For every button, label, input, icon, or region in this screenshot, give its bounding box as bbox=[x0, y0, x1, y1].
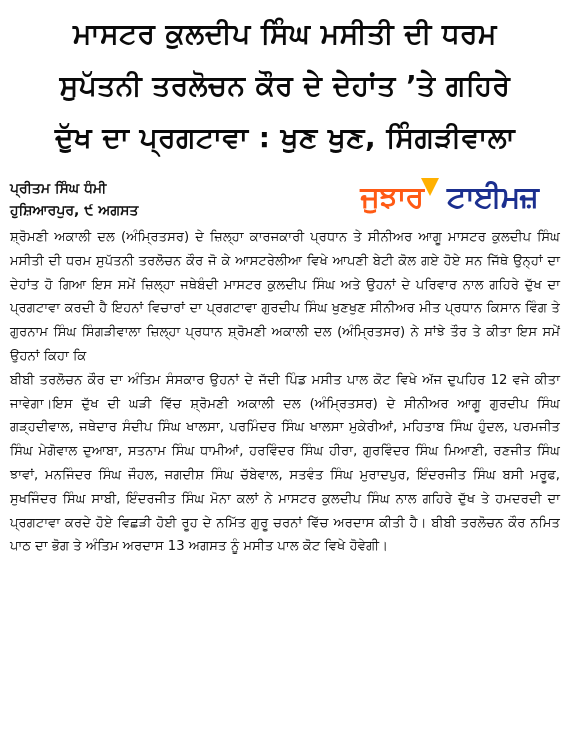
publication-logo bbox=[360, 174, 538, 220]
article-paragraph-2: ਬੀਬੀ ਤਰਲੋਚਨ ਕੌਰ ਦਾ ਅੰਤਿਮ ਸੰਸਕਾਰ ਉਹਨਾਂ ਦੇ ਜੱਦੀ ਪਿੰਡ ਮਸੀਤ ਪਾਲ ਕੋਟ ਵਿਖੇ ਅੱਜ ਦੁਪਹਿਰ 12 ਵਜੇ ਕੀਤਾ ਜਾਵੇਗਾ।ਇਸ ਦੁੱਖ ਦੀ ਘੜੀ ਵਿੱਚ ਸ਼੍ਰੋਮਣੀ ਅਕਾਲੀ ਦਲ (ਅੰਮ੍ਰਿਤਸਰ) ਦੇ ਸੀਨੀਅਰ ਆਗੂ ਗੁਰਦੀਪ ਸਿੰਘ ਗੜ੍ਹਦੀਵਾਲ, ਜਥੇਦਾਰ ਸੰਦੀਪ ਸਿੰਘ ਖਾਲਸਾ, ਪਰਮਿੰਦਰ ਸਿੰਘ ਖਾਲਸਾ ਮੁਕੇਰੀਆਂ, ਮਹਿਤਾਬ ਸਿੰਘ ਹੁੰਦਲ, ਪਰਮਜੀਤ ਸਿੰਘ ਮੇਗੋਵਾਲ ਦੁਆਬਾ, ਸਤਨਾਮ ਸਿੰਘ ਧਾਮੀਆਂ, ਹਰਵਿੰਦਰ ਸਿੰਘ ਹੀਰਾ, ਗੁਰਵਿੰਦਰ ਸਿੰਘ ਮਿਆਣੀ, ਰਣਜੀਤ ਸਿੰਘ ਝਾਵਾਂ, ਮਨਜਿੰਦਰ ਸਿੰਘ ਜੌਹਲ, ਜਗਦੀਸ਼ ਸਿੰਘ ਚੱਬੇਵਾਲ, ਸਤਵੰਤ ਸਿੰਘ ਮੁਰਾਦਪੁਰ, ਇੰਦਰਜੀਤ ਸਿੰਘ ਬਸੀ ਮਰੂਫ, ਸੁਖਜਿੰਦਰ ਸਿੰਘ ਸਾਬੀ, ਇੰਦਰਜੀਤ ਸਿੰਘ ਮੋਨਾ ਕਲਾਂ ਨੇ ਮਾਸਟਰ ਕੁਲਦੀਪ ਸਿੰਘ ਨਾਲ ਗਹਿਰੇ ਦੁੱਖ ਤੇ ਹਮਦਰਦੀ ਦਾ ਪ੍ਰਗਟਾਵਾ ਕਰਦੇ ਹੋਏ ਵਿਛੜੀ ਹੋਈ ਰੂਹ ਦੇ ਨਮਿੱਤ ਗੁਰੂ ਚਰਨਾਂ ਵਿੱਚ ਅਰਦਾਸ ਕੀਤੀ ਹੈ। ਬੀਬੀ ਤਰਲੋਚਨ ਕੌਰ ਨਮਿਤ ਪਾਠ ਦਾ ਭੋਗ ਤੇ ਅੰਤਿਮ ਅਰਦਾਸ 13 ਅਗਸਤ ਨੂੰ ਮਸੀਤ ਪਾਲ ਕੋਟ ਵਿਖੇ ਹੋਵੇਗੀ। bbox=[10, 372, 560, 555]
headline-block bbox=[10, 6, 560, 174]
headline-line-2: ਸੁਪੱਤਨੀ ਤਰਲੋਚਨ ਕੌਰ ਦੇ ਦੇਹਾਂਤ ’ਤੇ ਗਹਿਰੇ bbox=[59, 69, 511, 102]
logo-part-1: ਜੁਝਾਰ bbox=[360, 179, 424, 215]
dateline: ਹੁਸ਼ਿਆਰਪੁਰ, ੯ ਅਗਸਤ bbox=[10, 203, 139, 219]
article-body bbox=[10, 226, 560, 559]
logo-part-2: ਟਾਈਮਜ਼ bbox=[447, 179, 538, 215]
byline bbox=[10, 178, 138, 222]
headline-line-1: ਮਾਸਟਰ ਕੁਲਦੀਪ ਸਿੰਘ ਮਸੀਤੀ ਦੀ ਧਰਮ bbox=[73, 17, 497, 50]
headline-line-3: ਦੁੱਖ ਦਾ ਪ੍ਰਗਟਾਵਾ : ਖੁਣ ਖੁਣ, ਸਿੰਗੜੀਵਾਲਾ bbox=[54, 121, 516, 154]
logo-flame-icon bbox=[421, 178, 439, 196]
article-paragraph-1: ਸ਼੍ਰੋਮਣੀ ਅਕਾਲੀ ਦਲ (ਅੰਮ੍ਰਿਤਸਰ) ਦੇ ਜ਼ਿਲ੍ਹਾ ਕਾਰਜਕਾਰੀ ਪ੍ਰਧਾਨ ਤੇ ਸੀਨੀਅਰ ਆਗੂ ਮਾਸਟਰ ਕੁਲਦੀਪ ਸਿੰਘ ਮਸੀਤੀ ਦੀ ਧਰਮ ਸੁਪੱਤਨੀ ਤਰਲੋਚਨ ਕੌਰ ਜੋ ਕੇ ਆਸਟਰੇਲੀਆ ਵਿਖੇ ਆਪਣੀ ਬੇਟੀ ਕੋਲ ਗਏ ਹੋਏ ਸਨ ਜਿੱਥੇ ਉਨ੍ਹਾਂ ਦਾ ਦੇਹਾਂਤ ਹੋ ਗਿਆ ਇਸ ਸਮੇਂ ਜ਼ਿਲ੍ਹਾ ਜਥੇਬੰਦੀ ਮਾਸਟਰ ਕੁਲਦੀਪ ਸਿੰਘ ਅਤੇ ਉਹਨਾਂ ਦੇ ਪਰਿਵਾਰ ਨਾਲ ਗਹਿਰੇ ਦੁੱਖ ਦਾ ਪ੍ਰਗਟਾਵਾ ਕਰਦੀ ਹੈ ਇਹਨਾਂ ਵਿਚਾਰਾਂ ਦਾ ਪ੍ਰਗਟਾਵਾ ਗੁਰਦੀਪ ਸਿੰਘ ਖੁਣਖੁਣ ਸੀਨੀਅਰ ਮੀਤ ਪ੍ਰਧਾਨ ਕਿਸਾਨ ਵਿੰਗ ਤੇ ਗੁਰਨਾਮ ਸਿੰਘ ਸਿੰਗੜੀਵਾਲਾ ਜ਼ਿਲ੍ਹਾ ਪ੍ਰਧਾਨ ਸ਼੍ਰੋਮਣੀ ਅਕਾਲੀ ਦਲ (ਅੰਮ੍ਰਿਤਸਰ) ਨੇ ਸਾਂਝੇ ਤੌਰ ਤੇ ਕੀਤਾ ਇਸ ਸਮੇਂ ਉਹਨਾਂ ਕਿਹਾ ਕਿ bbox=[10, 230, 560, 364]
author-name: ਪ੍ਰੀਤਮ ਸਿੰਘ ਧੰਮੀ bbox=[10, 181, 107, 197]
byline-row bbox=[10, 174, 560, 226]
